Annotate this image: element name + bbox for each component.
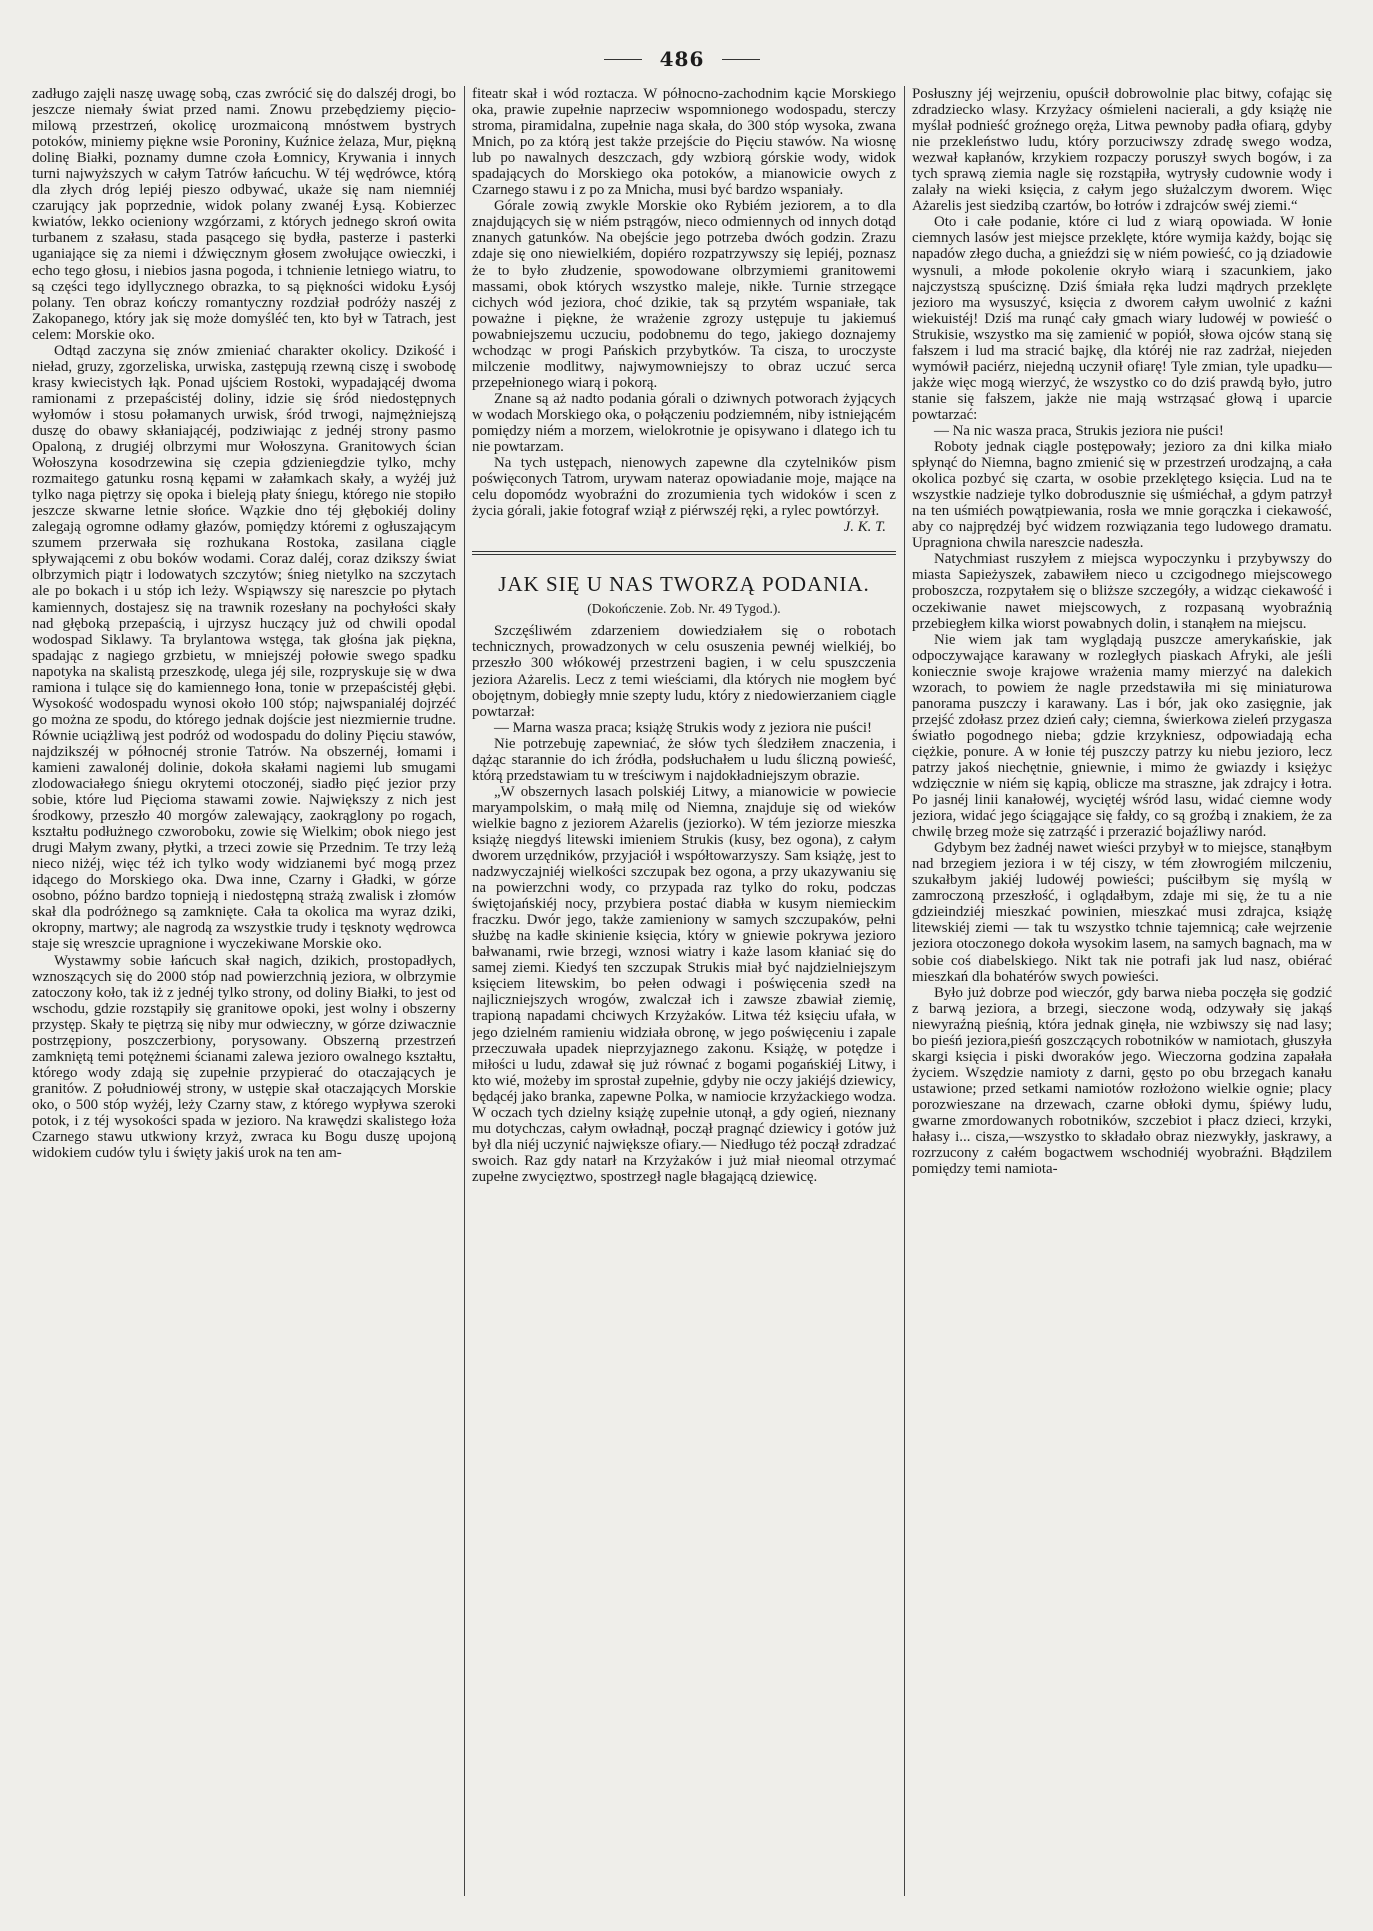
paragraph: „W obszernych lasach polskiéj Litwy, a mianowicie w powiecie maryampolskim, o małą milę od Niemna, znajduje się od wieków wielkie bagno z jeziorem Ażarelis (jeziorko). W tém jeziorze mieszka książę niegdyś litewski imieniem Strukis (kusy, bez ogona), z całym dworem urzędników, przyjaciół i współtowarzyszy. Sam książę, jest to nadzwyczajniéj wielkości szczupak bez ogona, a przy ukazywaniu się na powierzchni wody, co przypada raz tylko do roku, podczas świętojańskiéj nocy, przybiera postać diabła w kusym niemieckim fraczku. Dwór jego, także zamieniony w samych szczupaków, pełni służbę na kadłe skinienie księcia, który w gniewie pokrywa jezioro bałwanami, rwie brzegi, wznosi wiatry i każe lasom kłaniać się do samej ziemi. Kiedyś ten szczupak Strukis miał być najdzielniejszym księciem litewskim, bo pełen odwagi i poświęcenia szedł na najliczniejszych wrogów, zwalczał ich i zawsze zbawiał ziemię, trapioną napadami chciwych Krzyżaków. Litwa téż księciu ufała, w jego dzielném ramieniu widziała obronę, w jego poświęceniu i zapale przeczuwała upadek nieprzyjaznego zakonu. Książę, w potędze i miłości u ludu, zdawał się już równać z bogami pogańskiéj Litwy, i kto wié, możeby im sprostał zupełnie, gdyby nie oczy jakiéjś dziewicy, będącéj jako branka, zapewne Polka, w namiocie krzyżackiego wodza. W oczach tych dzielny książę zupełnie utonął, a gdy ogień, nieznany mu dotychczas, całym owładnął, począł pragnąć dziewicy i gotów już był dla niéj uczynić największe ofiary.— Niedługo téż począł zdradzać swoich. Raz gdy natarł na Krzyżaków i już miał nieomal otrzymać zupełne zwycięztwo, spostrzegł nagle błagającą dziewicę.	[472, 783, 896, 1185]
header-dash-right	[722, 59, 760, 60]
paragraph: Wystawmy sobie łańcuch skał nagich, dzikich, prostopadłych, wznoszących się do 2000 stóp nad powierzchnią jeziora, w olbrzymie zatoczony koło, tak iż z jednéj tylko strony, od doliny Białki, to jest od wschodu, gdzie rozstąpiły się granitowe opoki, jest wolny i obszerny przystęp. Skały te piętrzą się niby mur odwieczny, w górze dziwacznie postrzępiony, poszczerbiony, porysowany. Obszerną przestrzeń zamkniętą temi potężnemi ścianami zalewa jezioro owalnego kształtu, którego wody zdają się zupełnie przypierać do otaczających je granitów. Z południowéj strony, w ustępie skał otaczających Morskie oko, o 500 stóp wyżéj, leży Czarny staw, z którego wypływa szeroki potok, i z téj wysokości spada w jezioro. Na krawędzi skalistego łoża Czarnego stawu utkwiony krzyż, zwraca ku Bogu duszę upojoną widokiem cudów tylu i święty jakiś urok na ten am-	[32, 952, 456, 1162]
paragraph: Gdybym bez żadnéj nawet wieści przybył w to miejsce, stanąłbym nad brzegiem jeziora i w téj ciszy, w tém złowrogiém milczeniu, szukałbym jakiéj ludowéj powieści; puściłbym się myślą w zamroczoną przeszłość, i oglądałbym, zdaje mi się, że tu a nie gdzieindziéj mieszkać powinien, mieszkać musi zdrajca, książę litewskiéj ziemi — tak tu wszystko tchnie tajemnicą; całe wejrzenie jeziora otoczonego dokoła wysokim lasem, na samych bagnach, ma w sobie coś diabelskiego. Nikt tak nie potrafi jak lud nasz, obiérać mieszkań dla bohatérów swych powieści.	[912, 840, 1332, 985]
author-signature: J. K. T.	[843, 519, 886, 536]
article-subtitle: (Dokończenie. Zob. Nr. 49 Tygod.).	[587, 601, 781, 617]
paragraph: Natychmiast ruszyłem z miejsca wypoczynku i przybywszy do miasta Sapieżyszek, zabawiłem nieco u czcigodnego miejscowego proboszcza, rozpytałem się o bliższe szczegóły, a widząc ciekawość i oczekiwanie nawet miejscowych, z rozpasaną wyobraźnią przebiegłem kilka wiorst powabnych dolin, i stanąłem na miejscu.	[912, 551, 1332, 632]
column-middle	[472, 86, 896, 1906]
paragraph: Oto i całe podanie, które ci lud z wiarą opowiada. W łonie ciemnych lasów jest miejsce przeklęte, które wymija każdy, bojąc się napadów złego ducha, a gnieździ się w niém powieść, co ją dziadowie wysnuli, a młode pokolenie okryło wiarą i szacunkiem, jako najczystszą spuściznę. Dziś śmiała ręka ludzi mądrych przeklęte jezioro ma wysuszyć, księcia z dworem całym uwolnić z kaźni wiekuistéj! Dziś ma runąć cały gmach wiary ludowéj w powieść o Strukisie, wszystko ma się zamienić w popiół, słowa ojców staną się fałszem i lud ma stracić bajkę, dla któréj nie raz zadrżał, niejeden wymówił paciérz, niejedną uczynił ofiarę! Tyle zmian, tyle upadku—jakże więc mogą wierzyć, że wszystko co do dziś prawdą było, jutro stanie się fałszem, jakże nie mają wstrząsać głową i uparcie powtarzać:	[912, 214, 1332, 423]
paragraph: Górale zowią zwykle Morskie oko Rybiém jeziorem, a to dla znajdujących się w niém pstrągów, nieco odmiennych od innych dotąd znanych gatunków. Na obejście jego potrzeba dwóch godzin. Zrazu zdaje się ono niewielkiém, dopiéro rozpatrzywszy się lepiéj, poznasz że to było złudzenie, spowodowane olbrzymiemi granitowemi massami, obok których wszystko maleje, nikłe. Turnie strzegące cichych wód jeziora, choć dzikie, tak są przytém wspaniałe, tak poważne i piękne, że wrażenie zgrozy ustępuje tu jakiemuś powabniejszemu uczuciu, podobnemu do tego, jakiego doznajemy wchodząc w progi Pańskich przybytków. Ta cisza, to uroczyste milczenie modlitwy, najwymowniejszy to obraz uczuć serca przepełnionego wiarą i pokorą.	[472, 198, 896, 391]
paragraph: — Marna wasza praca; książę Strukis wody z jeziora nie puści!	[494, 719, 872, 736]
column-right	[912, 86, 1332, 1906]
paragraph: Nie potrzebuję zapewniać, że słów tych śledziłem znaczenia, i dążąc starannie do ich źródła, podsłuchałem u ludu śliczną powieść, którą przedstawiam tu w treściwym i najdokładniejszym obrazie.	[472, 735, 896, 784]
newspaper-page	[32, 18, 1332, 1918]
page-number: 486	[659, 47, 705, 71]
paragraph: Było już dobrze pod wieczór, gdy barwa nieba poczęła się godzić z barwą jeziora, a brzegi, sieczone wodą, odzywały się jakąś niewyraźną pieśnią, która jednak ginęła, nie wzbiwszy się nad lasy; bo pieśń jeziora,pieśń goszczących robotników w namiotach, głuszyła skargi księcia i piski dworaków jego. Wieczorna godzina zapałała życiem. Wszędzie namioty z darni, gęsto po obu brzegach kanału ustawione; przed setkami namiotów rozłożono wielkie ognie; placy porozwieszane na drzewach, czarne obłoki dymu, śpiéwy ludu, gwarne zmordowanych robotników, szczebiot i płacz dzieci, krzyki, hałasy i... cisza,—wszystko to składało obraz niezwykły, jaskrawy, a rozrzucony z całém bogactwem wschodniéj wyobraźni. Błądzilem pomiędzy temi namiota-	[912, 984, 1332, 1178]
paragraph: fiteatr skał i wód roztacza. W północno-zachodnim kącie Morskiego oka, prawie zupełnie naprzeciw wspomnionego wodospadu, sterczy stroma, piramidalna, zupełnie naga skała, do 300 stóp wysoka, zwana Mnich, po za którą jest także przejście do Pięciu stawów. Na wiosnę lub po nawalnych deszczach, gdy wzbiorą górskie wody, widok spadających do Morskiego oka potoków, a mianowicie owych z Czarnego stawu i z po za Mnicha, musi być bardzo wspaniały.	[472, 86, 896, 199]
article-divider	[472, 551, 896, 555]
paragraph: Posłuszny jéj wejrzeniu, opuścił dobrowolnie plac bitwy, cofając się zdradziecko wlasy. Krzyżacy ośmieleni nacierali, a gdy książę nie myślał podnieść groźnego oręża, Litwa pewnoby padła ofiarą, gdyby nie przekleństwo ludu, który porzuciwszy zdradę swego wodza, wezwał kapłanów, krzykiem rozpaczy poruszył swych bogów, i za tych sprawą ziemia nagle się rozstąpiła, wytrysły cudownie wody i zalały na wieki księcia, z całym jego służalczym dworem. Więc Ażarelis jest siedzibą czartów, bo łotrów i zdrajców swéj ziemi.“	[912, 86, 1332, 215]
text-columns	[32, 86, 1332, 1906]
column-left	[32, 86, 456, 1906]
paragraph: Roboty jednak ciągle postępowały; jezioro za dni kilka miało spłynąć do Niemna, bagno zmienić się w przestrzeń urodzajną, a cała okolica pozbyć się czarta, w osobie przeklętego księcia. Lud na te wszystkie nadzieje tylko dobrodusznie się uśmiéchał, a gdym patrzył na ten uśmiéch powątpiewania, rosła we mnie gorączka i ciekawość, aby co najprędzéj być widzem rozwiązania tego ludowego dramatu. Upragniona chwila nareszcie nadeszła.	[912, 439, 1332, 552]
paragraph: Odtąd zaczyna się znów zmieniać charakter okolicy. Dzikość i nieład, gruzy, zgorzeliska, urwiska, zastępują rzewną ciszę i swobodę krasy kwiecistych łąk. Ponad ujściem Rostoki, wypadającéj dwoma ramionami z przepaścistéj doliny, idzie się śród niedostępnych wyłomów i stosu połamanych urwisk, śród trwogi, najmężniejszą duszę do obawy skłaniającéj, podziwiając z jednéj strony pasmo Opaloną, z drugiéj olbrzymi mur Wołoszyna. Granitowych ścian Wołoszyna kosodrzewina się czepia gdzieniegdzie tylko, mchy rozmaitego gatunku rosną kępami w załamkach skały, a wyżéj już tylko naga piętrzy się opoka i bieleją płaty śniegu, którego nie stopiło jeszcze skwarne letnie słońce. Wązkie dno téj głębokiéj doliny zalegają ogromne odłamy głazów, pomiędzy któremi z ogłuszającym szumem przerwała się rozhukana Rostoka, zasilana ciągle spływającemi z obu boków wodami. Coraz daléj, coraz dzikszy świat olbrzymich piątr i lodowatych szczytów; śnieg nietylko na szczytach ale po bokach i u stóp ich leży. Wspiąwszy się nareszcie po płytach kamiennych, dostajesz się na trawnik rozesłany na pochyłości skały nad głęboką przepaścią, i ujrzysz huczący już od chwili opodal wodospad Siklawy. Ta brylantowa wstęga, tak głośna jak piękna, spadając z nagiego grzbietu, w mniejszéj połowie swego spadku napotyka na skalistą przeszkodę, ulega jéj sile, rozpryskuje się w dwa ramiona i tulące się do kamiennego łona, tonie w przepaścistéj głębi. Wysokość wodospadu wynosi około 100 stóp; najwspanialéj dojrzéć go można ze spodu, do którego jednak dojście jest niezmiernie trudne. Równie uciążliwą jest podróż od wodospadu do doliny Pięciu stawów, najdzikszéj w północnéj stronie Tatrów. Na obszernéj, łomami i kamieni zawalonéj dolinie, dokoła skałami nagiemi lub smugami zlodowaciałego śniegu okrytemi otoczonéj, siadło pięć jezior przy sobie, które lud Pięcioma stawami zowie. Największy z nich jest środkowy, przeszło 40 morgów zalewający, zaokrąglony po rogach, kształtu podłużnego czworoboku, zowie się Wielkim; obok niego jest drugi Małym zwany, płytki, a trzeci zowie się Przednim. Te trzy leżą nieco niżéj, więc téż ich tylko wody widzianemi być mogą przez idącego do Morskiego oka. Dwa inne, Czarny i Gładki, w górze osobno, późno bardzo topnieją i niedostępną strażą zwalisk i złomów skał dla podróżnego są zamknięte. Cała ta okolica ma wyraz dziki, okropny, martwy; ale nagrodą za wszystkie trudy i tęsknoty wędrowca staje się wreszcie upragnione i wyczekiwane Morskie oko.	[32, 342, 456, 953]
paragraph: — Na nic wasza praca, Strukis jeziora nie puści!	[934, 422, 1224, 439]
column-rule-left	[464, 86, 465, 1896]
page-header	[32, 44, 1332, 74]
header-dash-left	[604, 59, 642, 60]
article-title: JAK SIĘ U NAS TWORZĄ PODANIA.	[498, 572, 870, 597]
paragraph: Nie wiem jak tam wyglądają puszcze amerykańskie, jak odpoczywające karawany w rozległych piaskach Afryki, ale jeśli koniecznie swoje krajowe wrażenia mamy mierzyć na dalekich wzorach, to powiem że nagle przedstawiła mi się miniaturowa panorama puszczy i karawany. Las i bór, jak oko zasięgnie, jak przejść zdołasz przez dzień cały; ciemna, świerkowa zieleń przygasza światło pogodnego nieba; gdzie krzykniesz, odpowiadają echa ciężkie, ponure. A w łonie téj puszczy patrzy ku niebu jezioro, lecz patrzy jakoś niechętnie, gniewnie, i mimo że gwiazdy i księżyc wdzięcznie w niém się kąpią, oblicze ma straszne, jak zdrajcy i łotra. Po jasnéj linii kanałowéj, wyciętéj wśród lasu, widać ciemne wody jeziora, widać jego ściągające się fałdy, co są groźbą i znakiem, że za chwilę brzeg może się zatrząść i przerazić bojaźliwy naród.	[912, 631, 1332, 841]
paragraph: Szczęśliwém zdarzeniem dowiedziałem się o robotach technicznych, prowadzonych w celu osuszenia pewnéj wielkiéj, bo przeszło 300 włókowéj przestrzeni bagien, i w celu spuszczenia jeziora Ażarelis. Lecz z temi wieściami, dla których nie mogłem być obojętnym, dobiegły mnie szepty ludu, który z niedowierzaniem ciągle powtarzał:	[472, 623, 896, 720]
column-rule-right	[904, 86, 905, 1896]
paragraph: Znane są aż nadto podania górali o dziwnych potworach żyjących w wodach Morskiego oka, o połączeniu podziemném, niby istniejącém pomiędzy niém a morzem, wielokrotnie je opisywano i dlatego ich tu nie powtarzam.	[472, 390, 896, 456]
paragraph: zadługo zajęli naszę uwagę sobą, czas zwrócić się do dalszéj drogi, bo jeszcze niemały świat przed nami. Znowu przebędziemy pięcio-milową przestrzeń, okolicę urozmaiconą mnóstwem bystrych potoków, miniemy piękne wsie Poroniny, Kuźnice żelaza, Mur, piękną dolinę Białki, poznamy dumne czoła Łomnicy, Krywania i innych turni najwyższych w całym Tatrów łańcuchu. W téj wędrówce, którą dla złych dróg lepiéj pieszo odbywać, ukaże się nam niemniéj czarujący jak poprzednie, widok polany zwanéj Łysą. Kobierzec kwiatów, lekko ocieniony wzgórzami, z których jednego skroń owita turbanem z szałasu, stada pasącego się bydła, pasterze i pasterki uganiające się za niemi i dźwięcznym głosem zwołujące owieczki, i echo tego głosu, i niebios jasna pogoda, i tchnienie letniego wiatru, to są części tego idyllycznego obrazka, to są piękności widoku Łysój polany. Ten obraz kończy romantyczny rozdział podróży naszéj z Zakopanego, który jak się może domyśléć ten, kto był w Tatrach, jest celem: Morskie oko.	[32, 86, 456, 343]
paragraph: Na tych ustępach, nienowych zapewne dla czytelników pism poświęconych Tatrom, urywam nateraz opowiadanie moje, mające na celu dopomódz wyobraźni do zrozumienia tych widoków i scen z życia górali, jakie fotograf wziął z piérwszéj ręki, a rylec powtórzył.	[472, 455, 896, 520]
